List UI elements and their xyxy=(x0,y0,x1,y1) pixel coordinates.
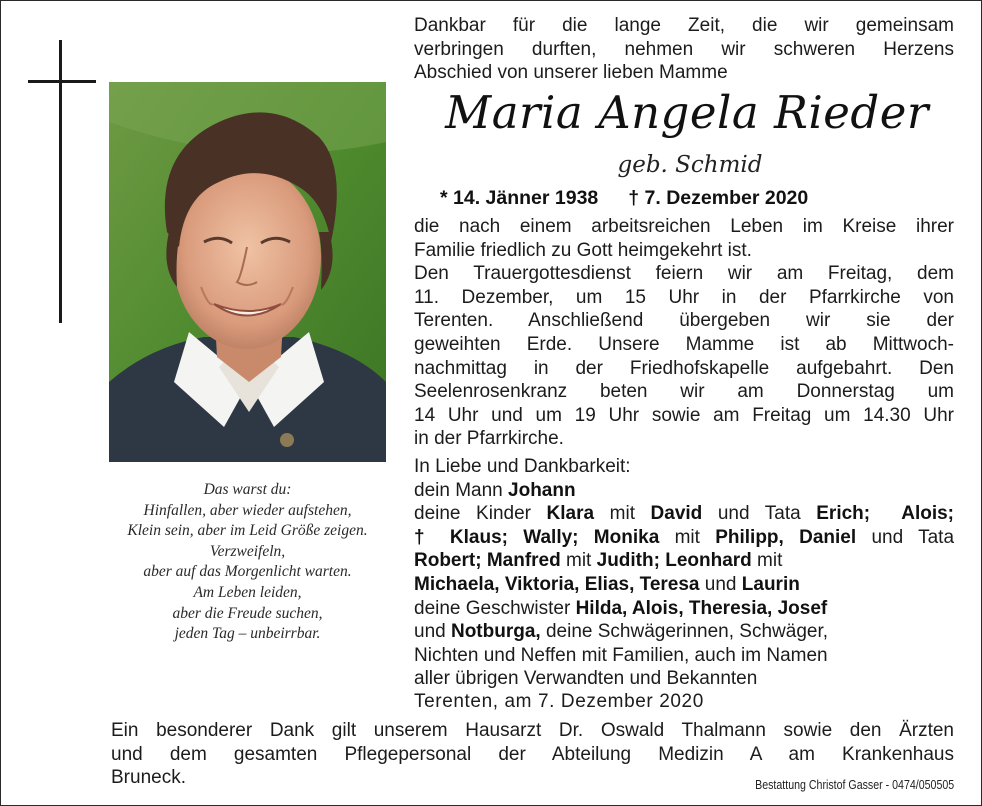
family-member: † Klaus; Wally; Monika xyxy=(414,526,660,548)
family-list xyxy=(414,455,954,691)
family-member: Laurin xyxy=(741,573,800,595)
body-line: 14 Uhr und um 19 Uhr sowie am Freitag um 14.30 Uhr xyxy=(414,404,954,426)
family-line xyxy=(414,620,954,644)
intro-text xyxy=(414,14,954,85)
family-line xyxy=(414,479,954,503)
poem xyxy=(109,480,386,645)
place-date: Terenten, am 7. Dezember 2020 xyxy=(414,691,704,712)
family-heading: In Liebe und Dankbarkeit: xyxy=(414,456,631,477)
family-text: und xyxy=(699,573,742,595)
undertaker-credit: Bestattung Christof Gasser - 0474/050505 xyxy=(754,778,954,792)
poem-line: Hinfallen, aber wieder aufstehen, xyxy=(143,501,352,519)
thanks-line: und dem gesamten Pflegepersonal der Abteilung Medizin A am Krankenhaus xyxy=(111,743,954,765)
death-date: † 7. Dezember 2020 xyxy=(628,187,809,209)
intro-line: verbringen durften, nehmen wir schweren Herzens xyxy=(414,38,954,60)
family-text: dein Mann xyxy=(414,479,509,501)
body-line: Terenten. Anschließend übergeben wir sie der xyxy=(414,310,954,332)
family-text: und Tata xyxy=(856,526,955,548)
poem-line: Das warst du: xyxy=(203,481,292,498)
family-text: mit xyxy=(594,503,651,525)
birth-date: * 14. Jänner 1938 xyxy=(440,187,599,209)
husband-name: Johann xyxy=(508,479,576,501)
family-line: aller übrigen Verwandten und Bekannten xyxy=(414,668,758,690)
body-line: Den Trauergottesdienst feiern wir am Freitag, dem xyxy=(414,263,954,285)
family-text: und xyxy=(414,621,451,643)
poem-line: aber auf das Morgenlicht warten. xyxy=(143,563,352,581)
announcement-body xyxy=(414,215,954,451)
cross-icon-bar xyxy=(28,80,96,83)
body-line: Seelenrosenkranz beten wir am Donnerstag um xyxy=(414,381,954,403)
family-text: deine Schwägerinnen, Schwäger, xyxy=(540,621,829,643)
family-line xyxy=(414,549,954,573)
intro-line: Abschied von unserer lieben Mamme xyxy=(414,62,728,84)
family-member: Hilda, Alois, Theresia, Josef xyxy=(575,597,828,619)
family-member: Judith; Leonhard xyxy=(596,550,752,572)
family-member: Michaela, Viktoria, Elias, Teresa xyxy=(414,573,700,595)
thanks-line: Ein besonderer Dank gilt unserem Hausarzt Dr. Oswald Thalmann sowie den Ärzten xyxy=(111,720,954,741)
family-line xyxy=(414,526,954,550)
body-line: geweihten Erde. Unsere Mamme ist ab Mittwoch- xyxy=(414,333,954,355)
family-text: und Tata xyxy=(702,503,817,525)
family-line xyxy=(414,573,954,597)
poem-line: jeden Tag – unbeirrbar. xyxy=(174,625,321,643)
body-line: in der Pfarrkirche. xyxy=(414,428,564,450)
life-dates xyxy=(440,187,838,210)
family-text: deine Kinder xyxy=(414,503,547,525)
family-line xyxy=(414,502,954,526)
poem-line: Verzweifeln, xyxy=(209,542,286,560)
family-text: mit xyxy=(751,550,783,572)
family-member: Alois; xyxy=(901,503,955,525)
portrait-photo xyxy=(109,82,386,462)
family-text: mit xyxy=(560,550,597,572)
body-line: die nach einem arbeitsreichen Leben im Kreise ihrer xyxy=(414,216,954,237)
intro-line: Dankbar für die lange Zeit, die wir gemeinsam xyxy=(414,15,954,36)
poem-line: aber die Freude suchen, xyxy=(172,604,323,622)
body-line: 11. Dezember, um 15 Uhr in der Pfarrkirche von xyxy=(414,286,954,308)
family-member: Robert; Manfred xyxy=(414,550,561,572)
poem-line: Am Leben leiden, xyxy=(193,583,302,601)
deceased-name: Maria Angela Rieder xyxy=(445,86,929,139)
family-text: mit xyxy=(659,526,716,548)
family-text: deine Geschwister xyxy=(414,597,576,619)
body-line: nachmittag in der Friedhofskapelle aufgebahrt. Den xyxy=(414,357,954,379)
maiden-name: geb. Schmid xyxy=(617,152,763,178)
thanks-line: Bruneck. xyxy=(111,767,186,789)
family-line xyxy=(414,597,954,621)
family-line: Nichten und Neffen mit Familien, auch im Namen xyxy=(414,644,828,666)
family-member: Erich; xyxy=(816,503,871,525)
family-member: David xyxy=(650,503,703,525)
poem-line: Klein sein, aber im Leid Größe zeigen. xyxy=(127,522,368,540)
body-line: Familie friedlich zu Gott heimgekehrt ist. xyxy=(414,239,752,261)
family-member: Klara xyxy=(546,503,595,525)
family-member: Notburga, xyxy=(450,621,541,643)
family-member: Philipp, Daniel xyxy=(715,526,857,548)
